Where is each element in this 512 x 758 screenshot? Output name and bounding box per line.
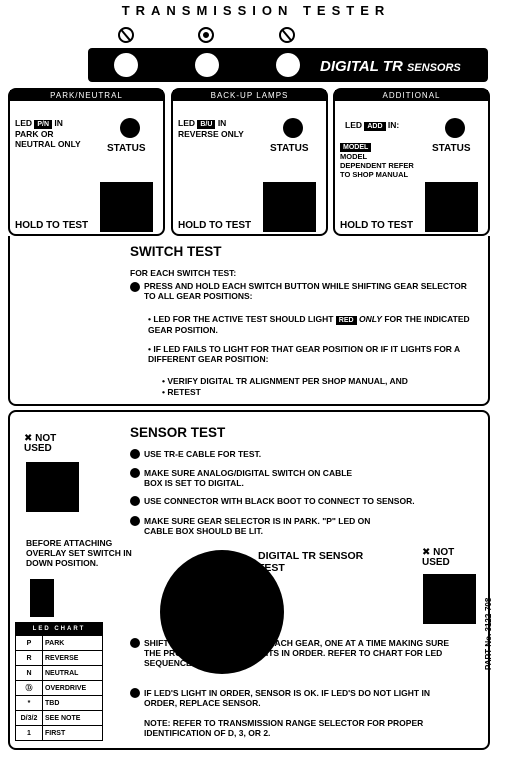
- led-chart: [15, 622, 103, 741]
- before-note: BEFORE ATTACHING OVERLAY SET SWITCH IN DOWN POSITION.: [26, 538, 132, 568]
- switch-sub-1: • VERIFY DIGITAL TR ALIGNMENT PER SHOP MANUAL, AND: [162, 376, 408, 386]
- step-number-icon: [130, 449, 140, 459]
- indicator-on-icon: [198, 27, 214, 43]
- led-in: IN: [54, 118, 63, 128]
- sensor-step-6: IF LED'S LIGHT IN ORDER, SENSOR IS OK. IF LED'S DO NOT LIGHT IN ORDER, REPLACE SENSOR.: [144, 688, 430, 708]
- table-row: [16, 651, 103, 666]
- overlay-switch[interactable]: [30, 579, 54, 617]
- chart-value: FIRST: [43, 726, 103, 741]
- step-number-icon: [130, 282, 140, 292]
- indicator-off-icon: [279, 27, 295, 43]
- status-led-icon: [283, 118, 303, 138]
- panel-led-text: [345, 120, 399, 131]
- sensor-test-title: SENSOR TEST: [130, 425, 226, 440]
- table-row: [16, 711, 103, 726]
- bullet-text: IF LED FAILS TO LIGHT FOR THAT GEAR POSITION OR IF IT LIGHTS FOR A DIFFERENT GEAR POSITION:: [148, 344, 460, 364]
- panel-desc: PARK OR NEUTRAL ONLY: [15, 129, 81, 149]
- panel-led-text: [178, 118, 258, 139]
- panel-header: PARK/NEUTRAL: [10, 90, 163, 101]
- not-used-text: NOT USED: [24, 433, 57, 454]
- knob-label: DIGITAL TR SENSOR TEST: [258, 550, 364, 574]
- chart-key: R: [16, 651, 43, 666]
- led-label: LED: [15, 118, 32, 128]
- panel-desc: MODEL DEPENDENT REFER TO SHOP MANUAL: [340, 152, 414, 179]
- chart-key: Ⓓ: [16, 681, 43, 696]
- indicator-off-icon: [118, 27, 134, 43]
- switch-test-panel: [8, 236, 490, 406]
- panel-additional: [333, 88, 490, 236]
- panel-desc-block: [340, 142, 415, 179]
- status-label: STATUS: [107, 143, 146, 154]
- status-label: STATUS: [270, 143, 309, 154]
- not-used-text: NOT USED: [422, 547, 455, 568]
- brand-label: [320, 58, 461, 75]
- switch-step-1: PRESS AND HOLD EACH SWITCH BUTTON WHILE SHIFTING GEAR SELECTOR TO ALL GEAR POSITIONS:: [144, 281, 467, 301]
- led-hole-icon: [195, 53, 219, 77]
- hold-label: HOLD TO TEST: [15, 220, 89, 231]
- switch-bullet-1: • LED FOR THE ACTIVE TEST SHOULD LIGHT RED ONLY FOR THE INDICATED GEAR POSITION.: [148, 314, 470, 335]
- table-row: [16, 696, 103, 711]
- table-row: [16, 666, 103, 681]
- chart-value: PARK: [43, 636, 103, 651]
- sub-text: VERIFY DIGITAL TR ALIGNMENT PER SHOP MANUAL, AND: [167, 376, 408, 386]
- bullet-text-b: FOR THE INDICATED GEAR POSITION.: [148, 314, 470, 335]
- model-badge: MODEL: [340, 143, 371, 152]
- led-label: LED: [345, 120, 362, 130]
- not-used-left: ✖ NOT USED: [24, 433, 57, 454]
- sensor-step-5: SHIFT GEAR SELECTOR INTO EACH GEAR, ONE AT A TIME MAKING SURE THE PROPER GEAR LED LIGHTS IN ORDER. REFER TO CHART FOR LED SEQUENCE.: [144, 638, 450, 668]
- sensor-step-4: MAKE SURE GEAR SELECTOR IS IN PARK. "P" LED ON CABLE BOX SHOULD BE LIT.: [144, 516, 371, 536]
- table-row: [16, 636, 103, 651]
- step-number-icon: [130, 496, 140, 506]
- hold-label: HOLD TO TEST: [178, 220, 252, 231]
- switch-test-title: SWITCH TEST: [130, 244, 222, 259]
- sensor-bar: [88, 48, 488, 82]
- brand-sensors: SENSORS: [406, 62, 461, 74]
- unused-button-left[interactable]: [26, 462, 79, 512]
- table-row: [16, 681, 103, 696]
- panel-header: ADDITIONAL: [335, 90, 488, 101]
- chart-value: NEUTRAL: [43, 666, 103, 681]
- step-number-icon: [130, 688, 140, 698]
- switch-sub-2: • RETEST: [162, 387, 201, 397]
- panel-desc: REVERSE ONLY: [178, 129, 244, 139]
- page-title: TRANSMISSION TESTER: [121, 3, 391, 18]
- hold-to-test-button[interactable]: [100, 182, 153, 232]
- sensor-step-3: USE CONNECTOR WITH BLACK BOOT TO CONNECT TO SENSOR.: [144, 496, 415, 506]
- chart-key: *: [16, 696, 43, 711]
- led-label: LED: [178, 118, 195, 128]
- table-row: [16, 726, 103, 741]
- hold-to-test-button[interactable]: [425, 182, 478, 232]
- led-hole-icon: [276, 53, 300, 77]
- chart-header: LED CHART: [16, 623, 103, 636]
- sensor-step-2: MAKE SURE ANALOG/DIGITAL SWITCH ON CABLE BOX IS SET TO DIGITAL.: [144, 468, 353, 488]
- led-in: IN: [217, 118, 227, 128]
- step-number-icon: [130, 516, 140, 526]
- step-number-icon: [130, 468, 140, 478]
- led-badge: ADD: [364, 122, 385, 131]
- chart-value: REVERSE: [43, 651, 103, 666]
- brand-digital: DIGITAL TR: [320, 58, 403, 75]
- led-badge: P/N: [34, 120, 52, 129]
- led-badge: B/U: [197, 120, 215, 129]
- status-led-icon: [445, 118, 465, 138]
- switch-bullet-2: • IF LED FAILS TO LIGHT FOR THAT GEAR POSITION OR IF IT LIGHTS FOR A DIFFERENT GEAR POSITION:: [148, 344, 460, 364]
- panel-backup-lamps: [171, 88, 328, 236]
- hold-to-test-button[interactable]: [263, 182, 316, 232]
- sub-text: RETEST: [167, 387, 201, 397]
- chart-key: D/3/2: [16, 711, 43, 726]
- panel-led-text: [15, 118, 95, 149]
- chart-value: TBD: [43, 696, 103, 711]
- step-number-icon: [130, 638, 140, 648]
- hold-label: HOLD TO TEST: [340, 220, 414, 231]
- chart-key: N: [16, 666, 43, 681]
- chart-value: SEE NOTE: [43, 711, 103, 726]
- status-label: STATUS: [432, 143, 471, 154]
- chart-value: OVERDRIVE: [43, 681, 103, 696]
- sensor-step-1: USE TR-E CABLE FOR TEST.: [144, 449, 262, 459]
- panel-header: BACK-UP LAMPS: [173, 90, 326, 101]
- led-hole-icon: [114, 53, 138, 77]
- panel-park-neutral: [8, 88, 165, 236]
- only-text: ONLY: [358, 314, 382, 324]
- status-led-icon: [120, 118, 140, 138]
- sensor-note: NOTE: REFER TO TRANSMISSION RANGE SELECTOR FOR PROPER IDENTIFICATION OF D, 3, OR 2.: [144, 718, 424, 738]
- switch-intro: FOR EACH SWITCH TEST:: [130, 268, 237, 278]
- red-badge: RED: [336, 316, 357, 325]
- bullet-text: LED FOR THE ACTIVE TEST SHOULD LIGHT: [153, 314, 334, 324]
- part-number: PART No. 3122-708: [484, 597, 493, 670]
- not-used-right: ✖ NOT USED: [422, 547, 455, 568]
- chart-key: P: [16, 636, 43, 651]
- unused-button-right[interactable]: [423, 574, 476, 624]
- led-in: IN:: [387, 120, 400, 130]
- chart-key: 1: [16, 726, 43, 741]
